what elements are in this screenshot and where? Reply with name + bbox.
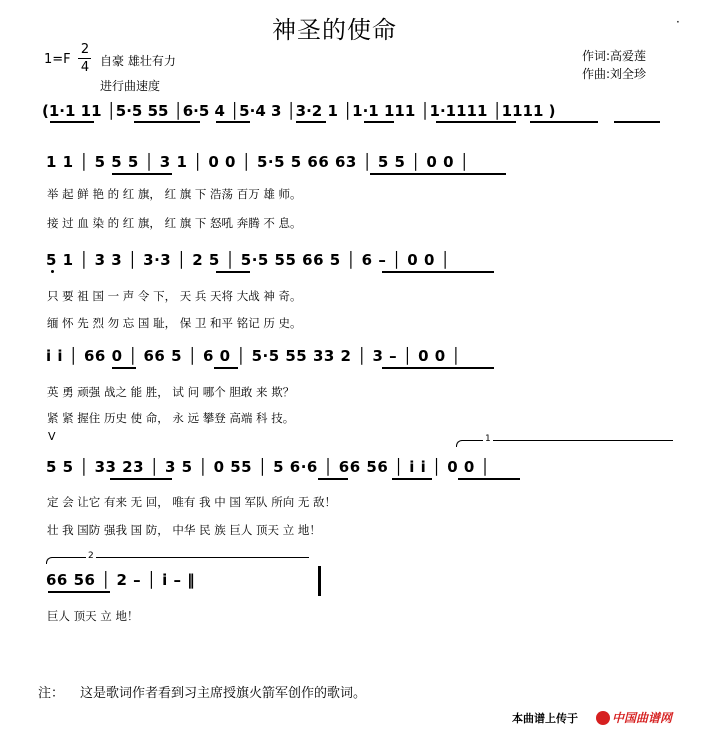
underline — [370, 173, 506, 175]
underline — [614, 121, 660, 123]
row-1-lyrics-verse-2: 接 过 血 染 的 红 旗， 红 旗 下 怒吼 奔腾 不 息。 — [47, 216, 302, 230]
row-3-notes: i i │ 66 0 │ 66 5 │ 6 0 │ 5·5 55 33 2 │ 3 – │ 0 0 │ — [46, 347, 461, 365]
underline — [216, 271, 250, 273]
row-4-notes: 5 5 │ 33 23 │ 3 5 │ 0 55 │ 5 6·6 │ 66 56 │ i i │ 0 0 │ — [46, 458, 491, 476]
time-sig-line — [78, 58, 91, 59]
underline — [48, 591, 110, 593]
underline — [50, 121, 94, 123]
key-signature: 1=F — [44, 52, 71, 67]
note-text: 这是歌词作者看到习主席授旗火箭军创作的歌词。 — [80, 686, 367, 701]
underline — [112, 367, 136, 369]
final-barline — [318, 566, 321, 596]
tempo-marking-2: 进行曲速度 — [100, 79, 161, 93]
tempo-marking: 自豪 雄壮有力 — [100, 54, 176, 68]
logo-icon — [596, 711, 610, 725]
row-1-lyrics-verse-1: 举 起 鲜 艳 的 红 旗， 红 旗 下 浩荡 百万 雄 师。 — [47, 187, 302, 201]
breath-mark: V — [48, 430, 56, 443]
composer: 作曲:刘全珍 — [582, 67, 647, 81]
underline — [392, 478, 432, 480]
underline — [382, 367, 494, 369]
note-label: 注： — [38, 686, 65, 701]
corner-mark: · — [676, 15, 680, 29]
page-title: 神圣的使命 — [272, 16, 397, 44]
underline — [364, 121, 394, 123]
lyricist: 作词:高爱莲 — [582, 49, 647, 63]
volta-1-label: 1 — [485, 434, 491, 444]
row-2-lyrics-verse-2: 缅 怀 先 烈 勿 忘 国 耻， 保 卫 和平 铭记 历 史。 — [47, 316, 302, 330]
row-5-notes: 66 56 │ 2 – │ i – ‖ — [46, 571, 196, 589]
time-sig-denominator: 4 — [80, 60, 90, 75]
row-2-notes: 5 1 │ 3 3 │ 3·3 │ 2 5 │ 5·5 55 66 5 │ 6 – │ 0 0 │ — [46, 251, 451, 269]
underline — [458, 478, 520, 480]
row-4-lyrics-verse-2: 壮 我 国防 强我 国 防， 中华 民 族 巨人 顶天 立 地！ — [47, 523, 321, 537]
row-2-lyrics-verse-1: 只 要 祖 国 一 声 令 下， 天 兵 天将 大战 神 奇。 — [47, 289, 302, 303]
underline — [216, 121, 250, 123]
underline — [110, 478, 172, 480]
volta-2-label: 2 — [88, 551, 94, 561]
row-3-lyrics-verse-2: 紧 紧 握住 历史 使 命， 永 远 攀登 高端 科 技。 — [47, 411, 295, 425]
underline — [318, 478, 348, 480]
underline — [436, 121, 516, 123]
underline — [112, 173, 172, 175]
row-1-notes: 1 1 │ 5 5 5 │ 3 1 │ 0 0 │ 5·5 5 66 63 │ 5 5 │ 0 0 │ — [46, 153, 470, 171]
time-sig-numerator: 2 — [80, 42, 90, 57]
row-4-lyrics-verse-1: 定 会 让它 有来 无 回， 唯有 我 中 国 军队 所向 无 敌！ — [47, 495, 337, 509]
row-3-lyrics-verse-1: 英 勇 顽强 战之 能 胜， 试 问 哪个 胆敢 来 欺？ — [47, 385, 295, 399]
underline — [296, 121, 326, 123]
intro-line: (1·1 11 │5·5 55 │6·5 4 │5·4 3 │3·2 1 │1·1 111 │1·1111 │1111 ) — [42, 102, 556, 120]
footer-text: 本曲谱上传于 — [512, 712, 578, 725]
underline — [382, 271, 494, 273]
site-logo[interactable] — [596, 707, 672, 726]
logo-text: 中国曲谱网 — [612, 711, 673, 725]
underline — [214, 367, 238, 369]
row-5-lyrics: 巨人 顶天 立 地！ — [47, 609, 139, 623]
underline — [134, 121, 200, 123]
low-octave-dot — [51, 270, 54, 273]
underline — [530, 121, 598, 123]
